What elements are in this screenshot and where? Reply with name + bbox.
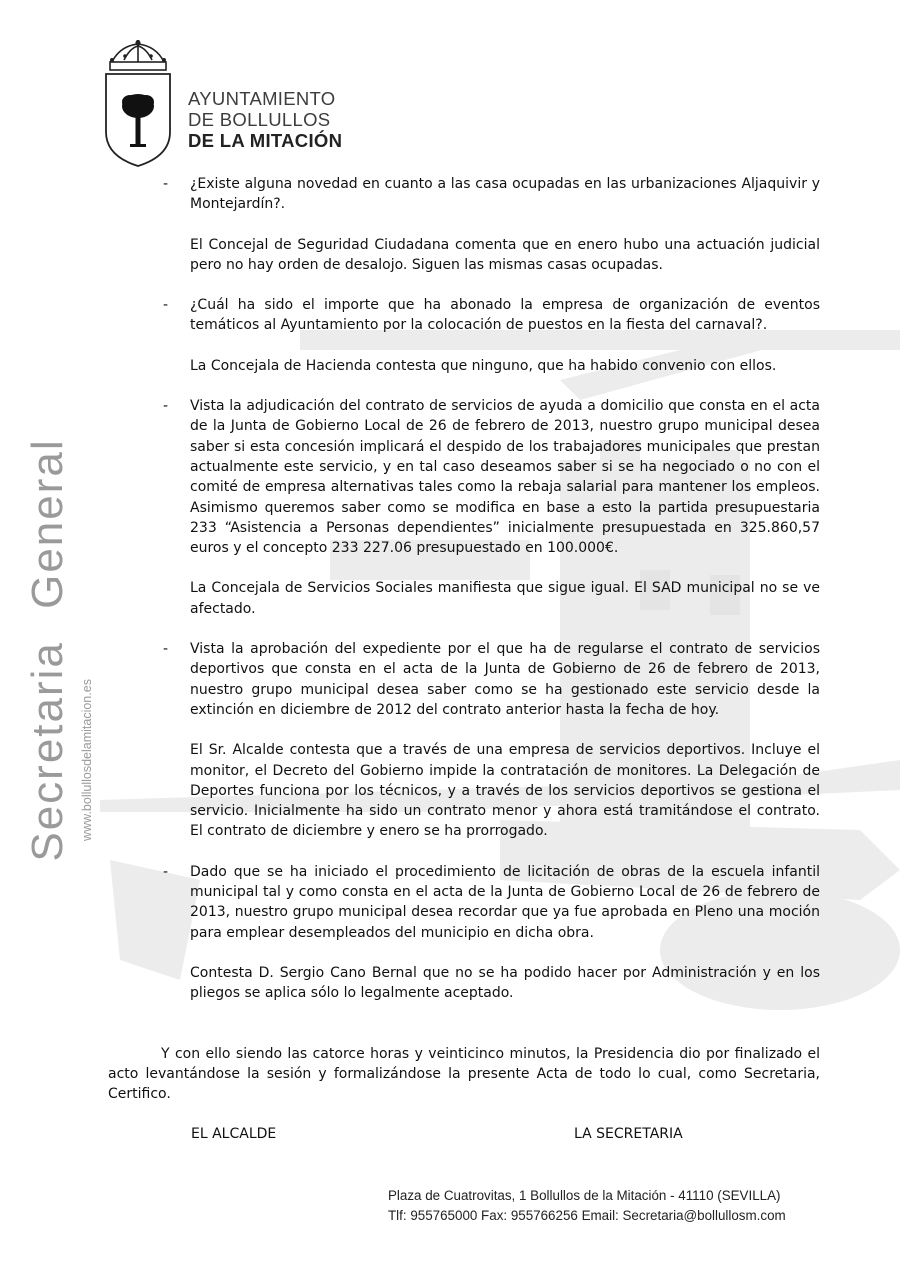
question-text: Vista la aprobación del expediente por el que ha de regularse el contrato de servicios deportivos que consta en el acta de la Junta de Gobierno de 26 de febrero de 2013, nuestro grupo municipal desea saber como se ha gestionado este servicio desde la extinción en diciembre de 2012 del contrato anterior hasta la fecha de hoy. bbox=[190, 641, 820, 718]
list-item bbox=[108, 396, 820, 619]
document-body bbox=[108, 174, 820, 1146]
question-text: ¿Existe alguna novedad en cuanto a las casa ocupadas en las urbanizaciones Aljaquivir y Montejardín?. bbox=[190, 176, 820, 213]
coat-of-arms-icon bbox=[100, 40, 176, 168]
answer-text: La Concejala de Servicios Sociales manifiesta que sigue igual. El SAD municipal no se ve afectado. bbox=[190, 580, 820, 617]
signature-block bbox=[108, 1124, 820, 1146]
sidebar-title: Secretaria General bbox=[23, 438, 72, 862]
footer-contact: Tlf: 955765000 Fax: 955766256 Email: Secretaria@bollullosm.com bbox=[388, 1208, 786, 1223]
answer-text: El Concejal de Seguridad Ciudadana comenta que en enero hubo una actuación judicial pero no hay orden de desalojo. Siguen las mismas casas ocupadas. bbox=[190, 236, 820, 273]
list-dash: - bbox=[163, 398, 169, 415]
question-text: Dado que se ha iniciado el procedimiento de licitación de obras de la escuela infantil municipal tal y como consta en el acta de la Junta de Gobierno Local de 26 de febrero de 2013, nuestro grupo municipal desea recordar que ya fue aprobada en Pleno una moción para emplear desempleados del municipio en dicha obra. bbox=[190, 863, 820, 941]
header-line2: DE BOLLULLOS bbox=[188, 109, 331, 130]
answer-text: Contesta D. Sergio Cano Bernal que no se ha podido hacer por Administración y en los pliegos se aplica sólo lo legalmente aceptado. bbox=[190, 964, 820, 1002]
list-dash: - bbox=[163, 297, 169, 314]
sidebar-url: www.bollullosdelamitacion.es bbox=[80, 679, 94, 841]
footer bbox=[388, 1186, 786, 1226]
list-item bbox=[108, 862, 820, 1004]
question-text: ¿Cuál ha sido el importe que ha abonado la empresa de organización de eventos temáticos al Ayuntamiento por la colocación de puestos en la fiesta del carnaval?. bbox=[190, 297, 820, 334]
header-line1: AYUNTAMIENTO bbox=[188, 88, 336, 109]
header-line3: DE LA MITACIÓN bbox=[188, 130, 343, 151]
header-logo bbox=[100, 40, 360, 170]
list-item bbox=[108, 295, 820, 376]
list-dash: - bbox=[163, 176, 169, 192]
list-item bbox=[108, 174, 820, 275]
question-text: Vista la adjudicación del contrato de servicios de ayuda a domicilio que consta en el acta de la Junta de Gobierno Local de 26 de febrero de 2013, nuestro grupo municipal desea saber si esta concesión implicará el despido de los trabajadores municipales que prestan actualmente este servicio, y en tal caso deseamos saber si se ha negociado o no con el comité de empresa alternativas tales como la rebaja salarial para mantener los empleos. Asimismo queremos saber como se modifica en base a esto la partida presupuestaria 233 “Asistencia a Personas dependientes” inicialmente presupuestada en 325.860,57 euros y el concepto 233 227.06 presupuestado en 100.000€. bbox=[190, 398, 820, 557]
footer-address: Plaza de Cuatrovitas, 1 Bollullos de la Mitación - 41110 (SEVILLA) bbox=[388, 1188, 781, 1203]
list-dash: - bbox=[163, 863, 169, 880]
list-item bbox=[108, 639, 820, 842]
answer-text: El Sr. Alcalde contesta que a través de una empresa de servicios deportivos. Incluye el monitor, el Decreto del Gobierno impide la contratación de monitores. La Delegación de Deportes funciona por los técnicos, y a través de los servicios deportivos se gestiona el servicio. Inicialmente ha sido un contrato menor y ahora está tramitándose el contrato. El contrato de diciembre y enero se ha prorrogado. bbox=[190, 742, 820, 840]
list-dash: - bbox=[163, 641, 169, 658]
answer-text: La Concejala de Hacienda contesta que ninguno, que ha habido convenio con ellos. bbox=[190, 357, 777, 374]
signature-left: EL ALCALDE bbox=[191, 1126, 277, 1143]
signature-right: LA SECRETARIA bbox=[574, 1126, 683, 1143]
closing-paragraph: Y con ello siendo las catorce horas y veinticinco minutos, la Presidencia dio por finalizado el acto levantándose la sesión y formalizándose la presente Acta de todo lo cual, como Secretaria, Certifico. bbox=[108, 1045, 820, 1103]
